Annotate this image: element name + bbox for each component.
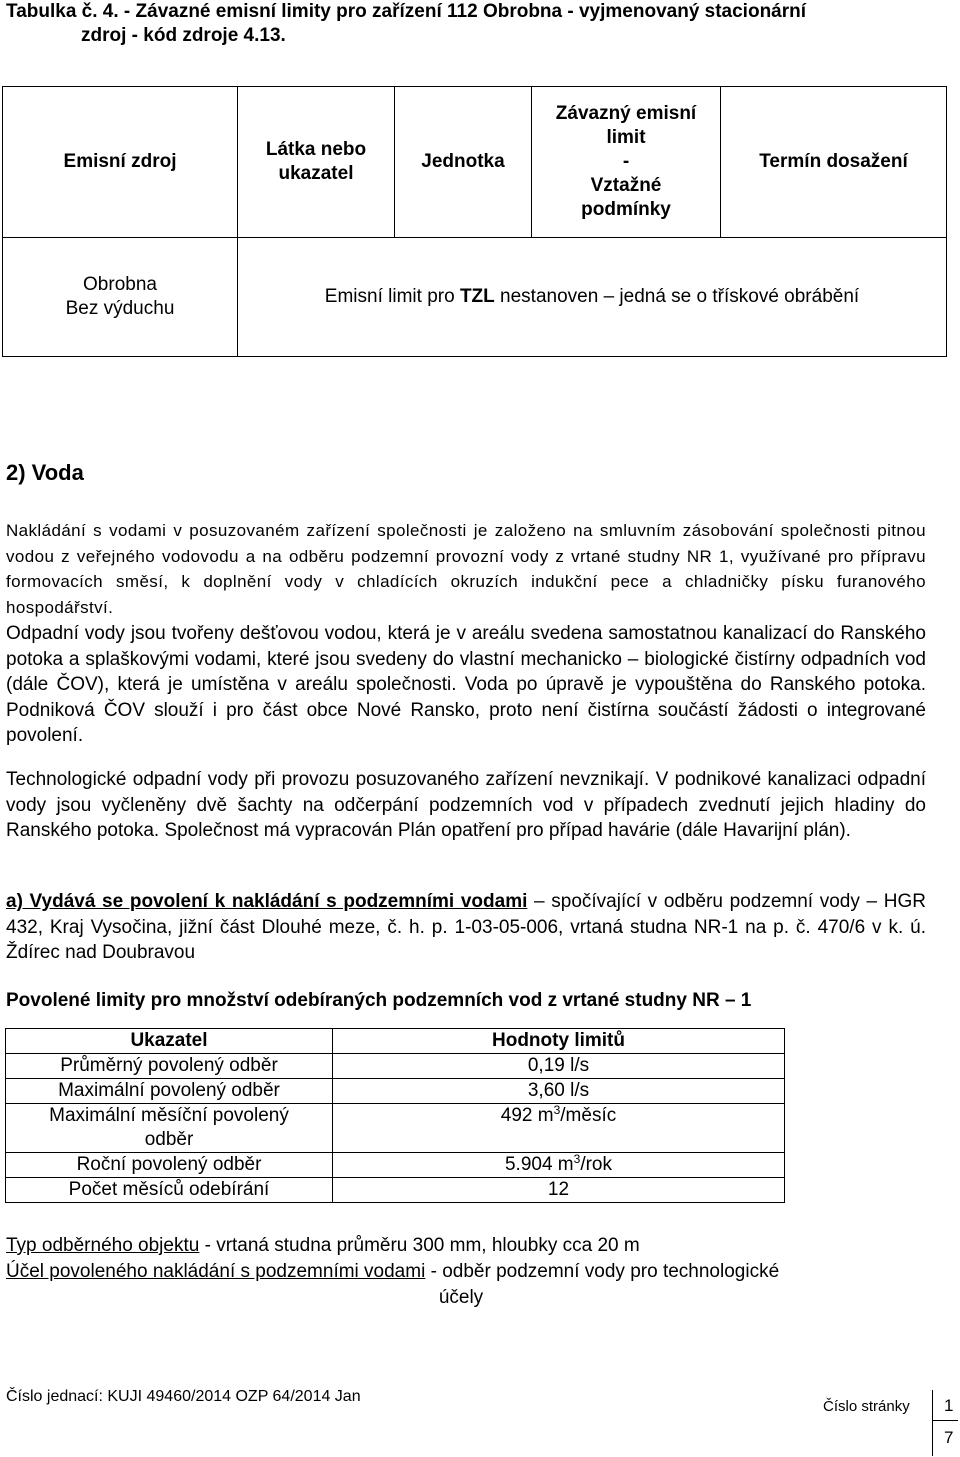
- permit-heading: a) Vydává se povolení k nakládání s podzemními vodami: [6, 891, 528, 912]
- table-title: [6, 0, 956, 48]
- header-limit: Závazný emisní limit - Vztažné podmínky: [532, 87, 721, 238]
- limit-name: Průměrný povolený odběr: [6, 1054, 333, 1079]
- limit-value: 12: [333, 1178, 785, 1203]
- table-row: [6, 1104, 785, 1153]
- page-total: 7: [944, 1428, 954, 1447]
- row-source: Obrobna Bez výduchu: [3, 238, 238, 357]
- header-unit: Jednotka: [395, 87, 532, 238]
- limit-value: 3,60 l/s: [333, 1079, 785, 1104]
- limits-title: Povolené limity pro množství odebíraných podzemních vod z vrtané studny NR – 1: [6, 990, 752, 1011]
- table-row: [6, 1178, 785, 1203]
- limit-value: 0,19 l/s: [333, 1054, 785, 1079]
- header-substance: Látka nebo ukazatel: [238, 87, 395, 238]
- paragraph-permit: [6, 889, 926, 966]
- emission-limits-table: [2, 86, 947, 357]
- footer-page-label: Číslo stránky: [823, 1398, 910, 1415]
- title-line-1: Tabulka č. 4. - Závazné emisní limity pro zařízení 112 Obrobna - vyjmenovaný stacionární: [6, 1, 807, 22]
- header-source: Emisní zdroj: [3, 87, 238, 238]
- limit-name: Maximální povolený odběr: [6, 1079, 333, 1104]
- limit-name: Počet měsíců odebírání: [6, 1178, 333, 1203]
- table-header-row: [3, 87, 947, 238]
- paragraph-technology: Technologické odpadní vody při provozu posuzovaného zařízení nevznikají. V podnikové kanalizaci odpadní vody jsou vyčleněny dvě šachty na odčerpání podzemních vod v případech zvednutí jejich hladiny do Ranského potoka. Společnost má vypracován Plán opatření pro případ havárie (dále Havarijní plán).: [6, 769, 926, 841]
- section-heading: 2) Voda: [6, 460, 84, 485]
- object-purpose: [6, 1259, 916, 1311]
- limit-value: 492 $m^3$/měsíc: [333, 1104, 785, 1153]
- footer-reference: Číslo jednací: KUJI 49460/2014 OZP 64/2014 Jan: [6, 1388, 361, 1405]
- water-limits-table: [5, 1028, 785, 1203]
- table-row: [3, 238, 947, 357]
- limits-header-indicator: Ukazatel: [6, 1029, 333, 1054]
- limit-name: Roční povolený odběr: [6, 1153, 333, 1178]
- limit-name: Maximální měsíční povolený odběr: [6, 1104, 333, 1153]
- title-line-2: zdroj - kód zdroje 4.13.: [81, 25, 286, 46]
- limits-header-values: Hodnoty limitů: [333, 1029, 785, 1054]
- table-row: [6, 1079, 785, 1104]
- header-deadline: Termín dosažení: [721, 87, 947, 238]
- limits-header-row: [6, 1029, 785, 1054]
- object-purpose-label: Účel povoleného nakládání s podzemními vodami: [6, 1261, 426, 1282]
- object-type-label: Typ odběrného objektu: [6, 1235, 200, 1256]
- table-row: [6, 1054, 785, 1079]
- limit-value: 5.904 $m^3$/rok: [333, 1153, 785, 1178]
- page-number: 1: [944, 1396, 954, 1415]
- row-note: Emisní limit pro TZL nestanoven – jedná se o třískové obrábění: [238, 238, 947, 357]
- paragraph-water-use: Nakládání s vodami v posuzovaném zařízení společnosti je založeno na smluvním zásobování společnosti pitnou vodou z veřejného vodovodu a na odběru podzemní provozní vody z vrtané studny NR 1, využívané pro přípravu formovacích směsí, k doplnění vody v chladících okruzích indukční pece a chladničky písku furanového hospodářství.: [6, 521, 926, 617]
- table-row: [6, 1153, 785, 1178]
- object-purpose-text-cont: účely: [438, 1287, 484, 1308]
- permit-text: – spočívající v odběru podzemní vody – HGR 432, Kraj Vysočina, jižní část Dlouhé meze, č. h. p. 1-03-05-006, vrtaná studna NR-1 na p. č. 470/6 v k. ú. Ždírec nad Doubravou: [6, 891, 926, 963]
- paragraph-waste-water: Odpadní vody jsou tvořeny dešťovou vodou, která je v areálu svedena samostatnou kanalizací do Ranského potoka a splaškovými vodami, které jsou svedeny do vlastní mechanicko – biologické čistírny odpadních vod (dále ČOV), která je umístěna v areálu společnosti. Voda po úpravě je vypouštěna do Ranského potoka. Podniková ČOV slouží i pro část obce Nové Ransko, proto není čistírna součástí žádosti o integrované povolení.: [6, 623, 926, 746]
- object-purpose-text: - odběr podzemní vody pro technologické: [425, 1261, 780, 1282]
- page-number-divider: [932, 1420, 958, 1421]
- object-type-text: - vrtaná studna průměru 300 mm, hloubky cca 20 m: [199, 1235, 640, 1256]
- object-type: [6, 1233, 640, 1259]
